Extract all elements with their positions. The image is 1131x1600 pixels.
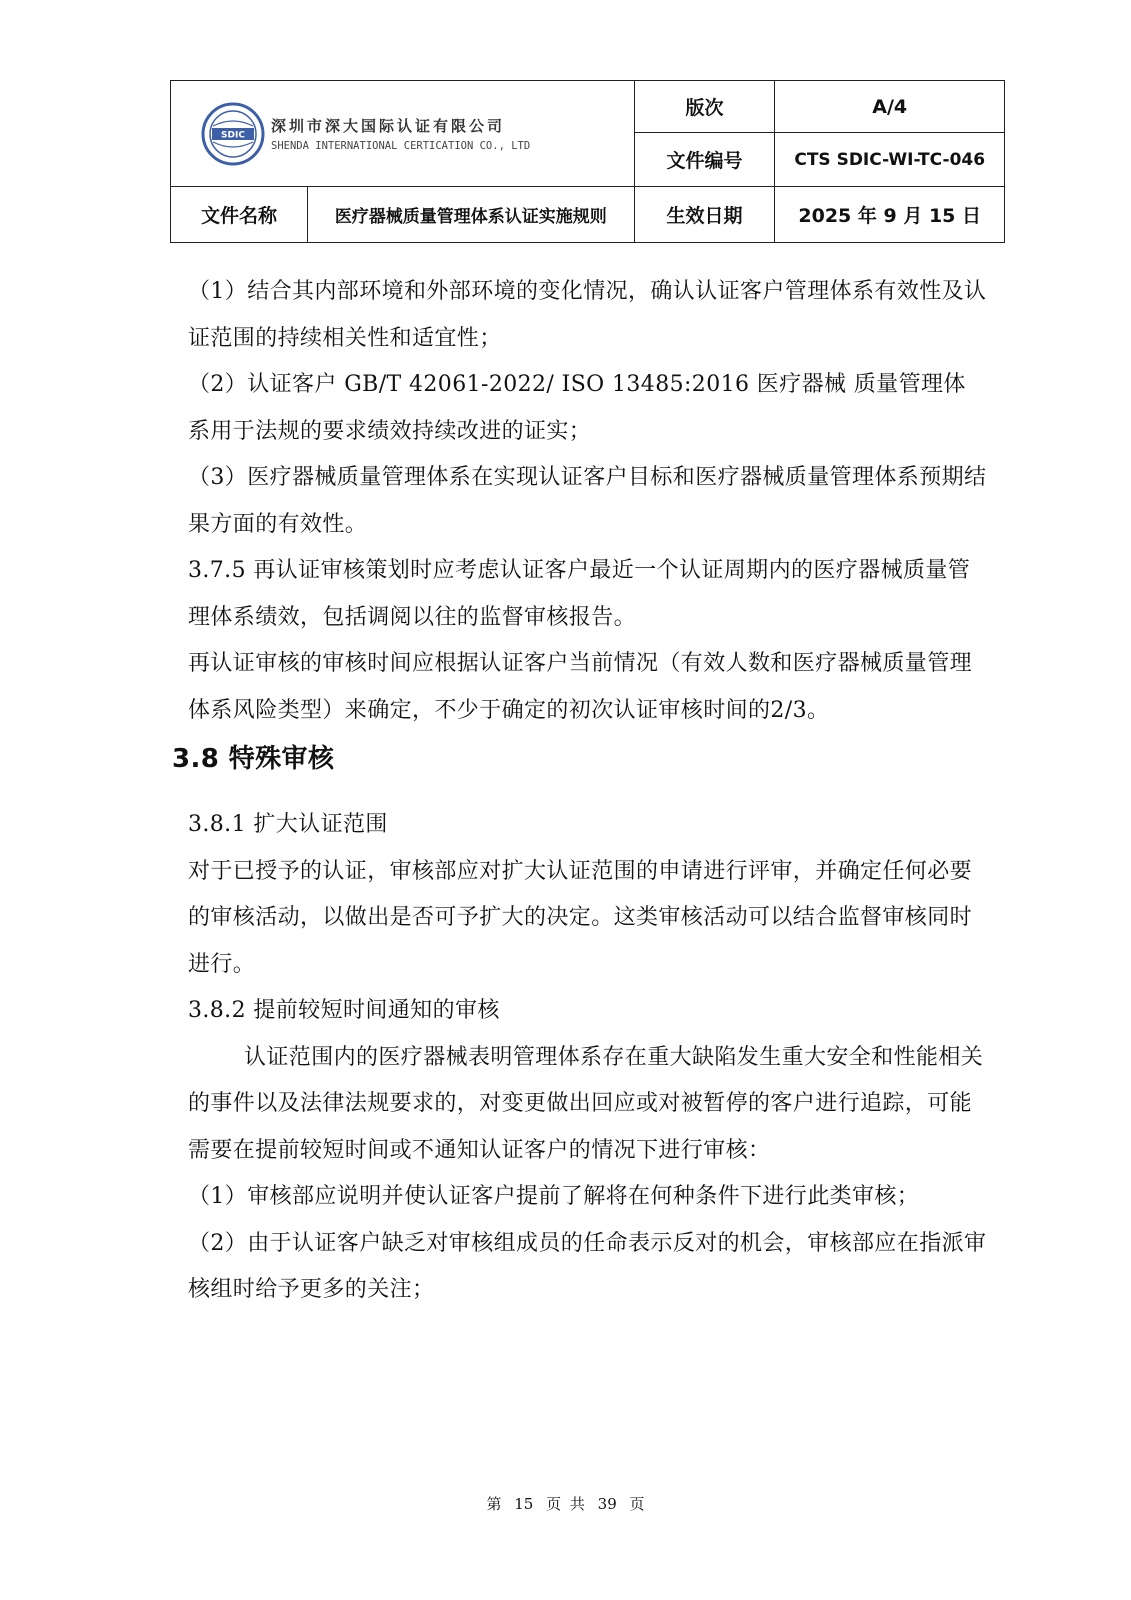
version-value: A/4 [775, 81, 1005, 133]
paragraph: （2）由于认证客户缺乏对审核组成员的任命表示反对的机会，审核部应在指派审核组时给予更多的关注； [188, 1230, 987, 1302]
paragraph: 再认证审核的审核时间应根据认证客户当前情况（有效人数和医疗器械质量管理体系风险类型）来确定，不少于确定的初次认证审核时间的2/3。 [188, 651, 973, 723]
paragraph: 对于已授予的认证，审核部应对扩大认证范围的申请进行评审，并确定任何必要的审核活动，以做出是否可予扩大的决定。这类审核活动可以结合监督审核同时进行。 [188, 858, 973, 977]
company-name-cn: 深圳市深大国际认证有限公司 [271, 117, 506, 135]
company-name-en: SHENDA INTERNATIONAL CERTICATION CO., LTD [271, 140, 531, 152]
paragraph: 3.7.5 再认证审核策划时应考虑认证客户最近一个认证周期内的医疗器械质量管理体系绩效，包括调阅以往的监督审核报告。 [188, 558, 971, 630]
document-number-value: CTS SDIC-WI-TC-046 [775, 133, 1005, 187]
company-logo-cell [171, 81, 635, 187]
svg-text:SDIC: SDIC [221, 130, 245, 140]
page-prefix: 第 [486, 1495, 502, 1513]
paragraph: （3）医疗器械质量管理体系在实现认证客户目标和医疗器械质量管理体系预期结果方面的有效性。 [188, 465, 987, 537]
page-mid: 页 共 [546, 1495, 585, 1513]
page-current: 15 [514, 1495, 534, 1513]
document-body [172, 269, 988, 1314]
paragraph: 3.8.1 扩大认证范围 [188, 812, 388, 837]
document-name-label: 文件名称 [171, 187, 308, 243]
version-label: 版次 [634, 81, 775, 133]
effective-date-value: 2025 年 9 月 15 日 [775, 187, 1005, 243]
page-number-footer [0, 1493, 1131, 1514]
document-name-value: 医疗器械质量管理体系认证实施规则 [307, 187, 634, 243]
page-total: 39 [597, 1495, 617, 1513]
section-heading: 3.8 特殊审核 [172, 744, 335, 774]
document-header-table [170, 80, 1005, 243]
paragraph: （2）认证客户 GB/T 42061-2022/ ISO 13485:2016 医疗器械 质量管理体系用于法规的要求绩效持续改进的证实； [188, 372, 966, 444]
document-number-label: 文件编号 [634, 133, 775, 187]
sdic-logo-icon [201, 102, 265, 166]
paragraph: 3.8.2 提前较短时间通知的审核 [188, 998, 500, 1023]
paragraph: （1）结合其内部环境和外部环境的变化情况，确认认证客户管理体系有效性及认证范围的持续相关性和适宜性； [188, 279, 987, 351]
paragraph: 认证范围内的医疗器械表明管理体系存在重大缺陷发生重大安全和性能相关的事件以及法律法规要求的，对变更做出回应或对被暂停的客户进行追踪，可能需要在提前较短时间或不通知认证客户的情况下进行审核： [188, 1044, 984, 1163]
page-suffix: 页 [629, 1495, 645, 1513]
paragraph: （1）审核部应说明并使认证客户提前了解将在何种条件下进行此类审核； [188, 1184, 920, 1209]
effective-date-label: 生效日期 [634, 187, 775, 243]
